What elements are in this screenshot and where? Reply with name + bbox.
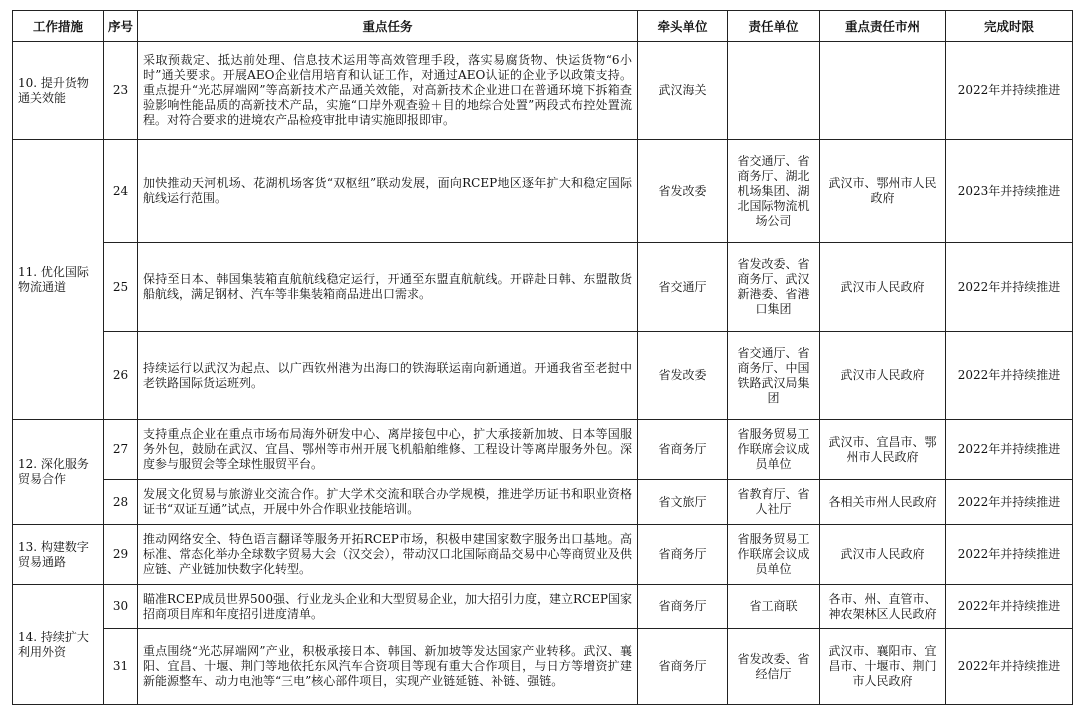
header-key-city: 重点责任市州 — [820, 11, 946, 42]
header-deadline: 完成时限 — [946, 11, 1073, 42]
key-city-cell: 武汉市人民政府 — [820, 332, 946, 420]
responsible-unit-cell: 省交通厅、省商务厅、中国铁路武汉局集团 — [728, 332, 820, 420]
responsible-unit-cell: 省交通厅、省商务厅、湖北机场集团、湖北国际物流机场公司 — [728, 140, 820, 243]
responsible-unit-cell: 省服务贸易工作联席会议成员单位 — [728, 525, 820, 585]
lead-unit-cell: 武汉海关 — [638, 42, 728, 140]
lead-unit-cell: 省商务厅 — [638, 629, 728, 705]
table-header-row — [13, 11, 1073, 42]
table-row — [13, 332, 1073, 420]
deadline-cell: 2022年并持续推进 — [946, 480, 1073, 525]
key-city-cell: 武汉市人民政府 — [820, 525, 946, 585]
measure-cell: 11. 优化国际物流通道 — [13, 140, 104, 420]
row-number: 28 — [104, 480, 138, 525]
header-task: 重点任务 — [138, 11, 638, 42]
lead-unit-cell: 省商务厅 — [638, 420, 728, 480]
deadline-cell: 2022年并持续推进 — [946, 332, 1073, 420]
responsible-unit-cell: 省服务贸易工作联席会议成员单位 — [728, 420, 820, 480]
measure-cell: 12. 深化服务贸易合作 — [13, 420, 104, 525]
key-city-cell: 武汉市、宜昌市、鄂州市人民政府 — [820, 420, 946, 480]
row-number: 30 — [104, 585, 138, 629]
deadline-cell: 2022年并持续推进 — [946, 525, 1073, 585]
task-cell: 支持重点企业在重点市场布局海外研发中心、离岸接包中心，扩大承接新加坡、日本等国服务外包，鼓励在武汉、宜昌、鄂州等市州开展飞机船舶维修、工程设计等离岸服务外包。深度参与服贸会等全球性服贸平台。 — [138, 420, 638, 480]
lead-unit-cell: 省发改委 — [638, 140, 728, 243]
header-lead-unit: 牵头单位 — [638, 11, 728, 42]
row-number: 25 — [104, 243, 138, 332]
table-row — [13, 525, 1073, 585]
deadline-cell: 2023年并持续推进 — [946, 140, 1073, 243]
header-number: 序号 — [104, 11, 138, 42]
row-number: 24 — [104, 140, 138, 243]
responsible-unit-cell — [728, 42, 820, 140]
task-cell: 瞄准RCEP成员世界500强、行业龙头企业和大型贸易企业，加大招引力度，建立RCEP国家招商项目库和年度招引进度清单。 — [138, 585, 638, 629]
deadline-cell: 2022年并持续推进 — [946, 243, 1073, 332]
key-city-cell: 各市、州、直管市、神农架林区人民政府 — [820, 585, 946, 629]
key-city-cell: 武汉市、襄阳市、宜昌市、十堰市、荆门市人民政府 — [820, 629, 946, 705]
table-row — [13, 629, 1073, 705]
deadline-cell: 2022年并持续推进 — [946, 420, 1073, 480]
row-number: 26 — [104, 332, 138, 420]
key-city-cell: 武汉市人民政府 — [820, 243, 946, 332]
row-number: 31 — [104, 629, 138, 705]
responsible-unit-cell: 省工商联 — [728, 585, 820, 629]
lead-unit-cell: 省发改委 — [638, 332, 728, 420]
task-cell: 推动网络安全、特色语言翻译等服务开拓RCEP市场，积极申建国家数字服务出口基地。高标准、常态化举办全球数字贸易大会（汉交会），带动汉口北国际商品交易中心等商贸业及供应链、产业链加快数字化转型。 — [138, 525, 638, 585]
key-city-cell — [820, 42, 946, 140]
responsible-unit-cell: 省发改委、省商务厅、武汉新港委、省港口集团 — [728, 243, 820, 332]
deadline-cell: 2022年并持续推进 — [946, 629, 1073, 705]
task-cell: 持续运行以武汉为起点、以广西钦州港为出海口的铁海联运南向新通道。开通我省至老挝中老铁路国际货运班列。 — [138, 332, 638, 420]
table-row — [13, 585, 1073, 629]
measure-cell: 13. 构建数字贸易通路 — [13, 525, 104, 585]
measure-cell: 10. 提升货物通关效能 — [13, 42, 104, 140]
lead-unit-cell: 省商务厅 — [638, 525, 728, 585]
key-city-cell: 各相关市州人民政府 — [820, 480, 946, 525]
header-responsible-unit: 责任单位 — [728, 11, 820, 42]
task-table-container — [12, 10, 1073, 705]
row-number: 27 — [104, 420, 138, 480]
table-row — [13, 420, 1073, 480]
lead-unit-cell: 省商务厅 — [638, 585, 728, 629]
lead-unit-cell: 省文旅厅 — [638, 480, 728, 525]
responsible-unit-cell: 省教育厅、省人社厅 — [728, 480, 820, 525]
task-cell: 重点围绕“光芯屏端网”产业，积极承接日本、韩国、新加坡等发达国家产业转移。武汉、襄阳、宜昌、十堰、荆门等地依托东风汽车合资项目等现有重大合作项目，与日方等增资扩建新能源整车、动力电池等“三电”核心部件项目，实现产业链延链、补链、强链。 — [138, 629, 638, 705]
task-table — [12, 10, 1073, 705]
key-city-cell: 武汉市、鄂州市人民政府 — [820, 140, 946, 243]
deadline-cell: 2022年并持续推进 — [946, 42, 1073, 140]
table-row — [13, 140, 1073, 243]
responsible-unit-cell: 省发改委、省经信厅 — [728, 629, 820, 705]
task-cell: 加快推动天河机场、花湖机场客货“双枢纽”联动发展，面向RCEP地区逐年扩大和稳定国际航线运行范围。 — [138, 140, 638, 243]
header-measure: 工作措施 — [13, 11, 104, 42]
row-number: 23 — [104, 42, 138, 140]
task-cell: 采取预裁定、抵达前处理、信息技术运用等高效管理手段，落实易腐货物、快运货物“6小时”通关要求。开展AEO企业信用培育和认证工作，对通过AEO认证的企业予以政策支持。重点提升“光芯屏端网”等高新技术产品通关效能，对高新技术企业进口在普通环境下拆箱查验影响性能品质的高新技术产品，实施“口岸外观查验＋目的地综合处置”两段式布控处置流程。对符合要求的进境农产品检疫审批申请实施即报即审。 — [138, 42, 638, 140]
deadline-cell: 2022年并持续推进 — [946, 585, 1073, 629]
table-row — [13, 42, 1073, 140]
lead-unit-cell: 省交通厅 — [638, 243, 728, 332]
table-row — [13, 480, 1073, 525]
task-cell: 发展文化贸易与旅游业交流合作。扩大学术交流和联合办学规模，推进学历证书和职业资格证书“双证互通”试点，开展中外合作职业技能培训。 — [138, 480, 638, 525]
measure-cell: 14. 持续扩大利用外资 — [13, 585, 104, 705]
table-row — [13, 243, 1073, 332]
row-number: 29 — [104, 525, 138, 585]
task-cell: 保持至日本、韩国集装箱直航航线稳定运行，开通至东盟直航航线。开辟赴日韩、东盟散货船航线，满足钢材、汽车等非集装箱商品进出口需求。 — [138, 243, 638, 332]
